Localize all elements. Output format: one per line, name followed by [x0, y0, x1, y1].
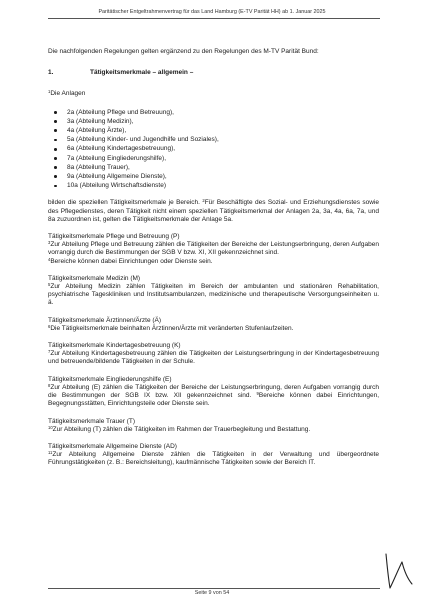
block-allgemeine-dienste — [48, 443, 379, 468]
section-number: 1. — [48, 69, 54, 77]
block-title: Tätigkeitsmerkmale Eingliederungshilfe (E) — [48, 375, 172, 383]
block-title: Tätigkeitsmerkmale Kindertagesbetreuung (K) — [48, 342, 181, 350]
block-text: $^7$Zur Abteilung Kindertagesbetreuung zählen die Tätigkeiten der Leistungserbringung in der Kindertagesbetreuung und betreuende/bildende Tätigkeiten in der Schule. — [48, 349, 379, 366]
annex-list — [48, 108, 379, 191]
section-title: Tätigkeitsmerkmale – allgemein – — [90, 69, 194, 77]
block-aerzte — [48, 317, 379, 333]
bullet-icon — [54, 139, 57, 142]
block-text: $^3$Zur Abteilung Pflege und Betreuung zählen die Tätigkeiten der Bereiche der Leistungserbringung, deren Aufgaben vorrangig durch die Bestimmungen der SGB V bzw. XI, XII gekennzeichnet sind. $^4$Bereiche können dabei Einrichtungen oder Dienste sein. — [48, 240, 379, 265]
block-title: Tätigkeitsmerkmale Ärztinnen/Ärzte (Ä) — [48, 316, 162, 324]
block-medizin — [48, 275, 379, 308]
block-title: Tätigkeitsmerkmale Pflege und Betreuung (P) — [48, 233, 180, 241]
signature-icon — [382, 548, 416, 592]
list-item: 9a (Abteilung Allgemeine Dienste), — [48, 172, 379, 181]
bullet-icon — [54, 175, 57, 178]
block-kindertagesbetreuung — [48, 342, 379, 367]
bullet-icon — [54, 148, 57, 151]
bullet-icon — [54, 166, 57, 169]
intro-paragraph: Die nachfolgenden Regelungen gelten ergänzend zu den Regelungen des M-TV Parität Bund: — [48, 48, 319, 55]
header-divider — [48, 18, 380, 19]
block-title: Tätigkeitsmerkmale Medizin (M) — [48, 274, 141, 282]
document-body — [48, 48, 379, 468]
sentence-1 — [48, 90, 379, 98]
sentence-text: Die Anlagen — [50, 90, 86, 98]
block-eingliederungshilfe — [48, 376, 379, 409]
sentence-number: 1 — [48, 89, 51, 95]
block-title: Tätigkeitsmerkmale Trauer (T) — [48, 417, 136, 425]
list-item: 6a (Abteilung Kindertagesbetreuung), — [48, 144, 379, 153]
bullet-icon — [54, 120, 57, 123]
bullet-icon — [54, 157, 57, 160]
footer-divider — [48, 588, 380, 589]
block-title: Tätigkeitsmerkmale Allgemeine Dienste (AD) — [48, 442, 177, 450]
block-text: $^6$Die Tätigkeitsmerkmale beinhalten Ärztinnen/Ärzte mit veränderten Stufenlaufzeiten. — [48, 323, 294, 332]
running-header: Paritätischer Entgeltrahmenvertrag für das Land Hamburg (E-TV Parität HH) ab 1. Januar 2025 — [98, 9, 326, 15]
list-item: 10a (Abteilung Wirtschaftsdienste) — [48, 181, 379, 190]
block-text: $^8$Zur Abteilung (E) zählen die Tätigkeiten der Bereiche der Leistungserbringung, deren Aufgaben vorrangig durch die Bestimmungen der SGB IX bzw. XII gekennzeichnet sind. $^9$Bereiche können dabei Einrichtungen, Begegnungsstätten, Einrichtungsteile oder Dienste sein. — [48, 382, 380, 408]
block-pflege — [48, 233, 379, 266]
list-item: 7a (Abteilung Eingliederungshilfe), — [48, 154, 379, 163]
block-trauer — [48, 418, 379, 434]
page-number: Seite 9 von 54 — [194, 590, 230, 596]
block-text: $^5$Zur Abteilung Medizin zählen Tätigkeiten im Bereich der ambulanten und stationären Rehabilitation, psychiatrische Tageskliniken und Institutsambulanzen, medizinische und therapeutische Versorgungseinheiten u. ä. — [48, 281, 379, 307]
bullet-icon — [54, 185, 57, 188]
list-item: 5a (Abteilung Kinder- und Jugendhilfe und Soziales), — [48, 135, 379, 144]
list-item: 8a (Abteilung Trauer), — [48, 163, 379, 172]
list-item: 3a (Abteilung Medizin), — [48, 117, 379, 126]
sentence-number: 2 — [202, 198, 205, 204]
list-item: 2a (Abteilung Pflege und Betreuung), — [48, 108, 379, 117]
bullet-icon — [54, 129, 57, 132]
block-text: $^{10}$Zur Abteilung (T) zählen die Tätigkeiten im Rahmen der Trauerbegleitung und Bestattung. — [48, 424, 311, 433]
bullet-icon — [54, 111, 57, 114]
section-heading — [48, 69, 379, 77]
list-item: 4a (Abteilung Ärzte), — [48, 126, 379, 135]
annex-scope-paragraph: bilden die speziellen Tätigkeitsmerkmale je Bereich. $^2$Für Beschäftigte des Sozial- und Erziehungsdienstes sowie des Pflegedienstes, deren Tätigkeit nicht einem speziellen Tätigkeitsmerkmal der Anlagen 2a, 3a, 4a, 6a, 7a, und 8a zuzuordnen ist, gelten die Tätigkeitsmerkmale der Anlage 5a. — [48, 198, 380, 223]
block-text: $^{11}$Zur Abteilung Allgemeine Dienste zählen die Tätigkeiten in der Verwaltung und übergeordnete Führungstätigkeiten (z. B.: Bereichsleitung), kaufmännische Tätigkeiten sowie der Bereich IT. — [48, 449, 379, 467]
